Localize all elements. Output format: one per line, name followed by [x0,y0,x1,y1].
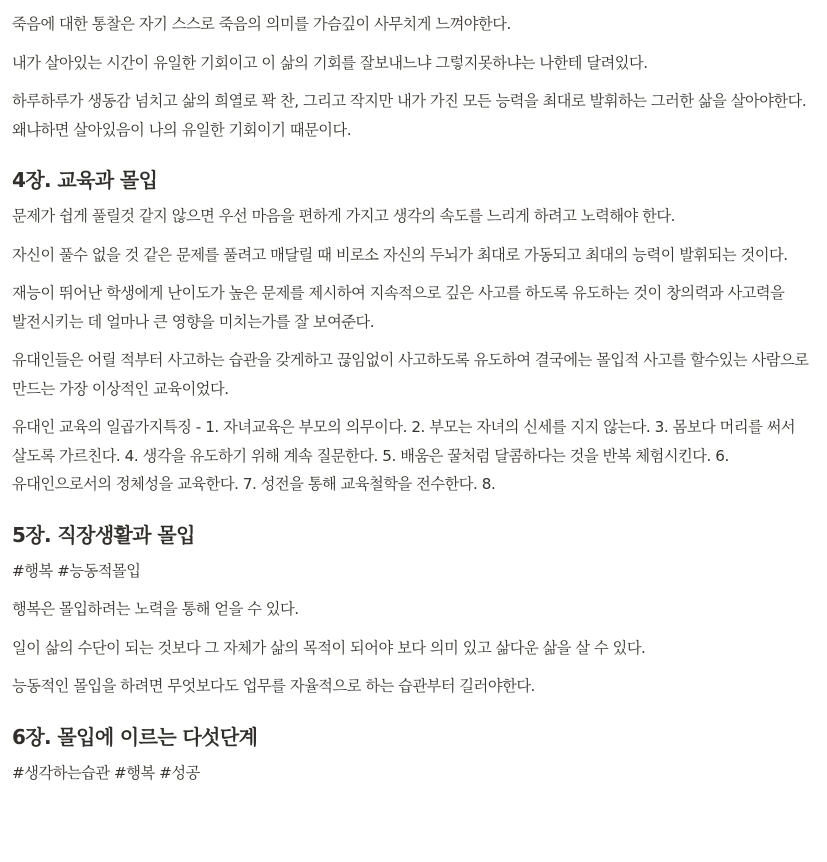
paragraph: 일이 삶의 수단이 되는 것보다 그 자체가 삶의 목적이 되어야 보다 의미 있고 삶다운 삶을 살 수 있다. [12,638,646,657]
paragraph: 자신이 풀수 없을 것 같은 문제를 풀려고 매달릴 때 비로소 자신의 두뇌가 최대로 가동되고 최대의 능력이 발휘되는 것이다. [12,245,788,264]
paragraph: 내가 살아있는 시간이 유일한 기회이고 이 삶의 기회를 잘보내느냐 그렇지못하냐는 나한테 달려있다. [12,53,648,72]
paragraph: 문제가 쉽게 풀릴것 같지 않으면 우선 마음을 편하게 가지고 생각의 속도를 느리게 하려고 노력해야 한다. [12,207,675,225]
paragraph: 하루하루가 생동감 넘치고 삶의 희열로 꽉 찬, 그리고 작지만 내가 가진 모든 능력을 최대로 발휘하는 그러한 삶을 살아야한다. 왜냐하면 살아있음이 나의 유일한 기회이기 때문이다. [12,92,807,139]
paragraph: 행복은 몰입하려는 노력을 통해 얻을 수 있다. [12,600,299,618]
paragraph: 유대인들은 어릴 적부터 사고하는 습관을 갖게하고 끊임없이 사고하도록 유도하여 결국에는 몰입적 사고를 할수있는 사람으로 만드는 가장 이상적인 교육이었다. [12,351,809,398]
paragraph: 능동적인 몰입을 하려면 무엇보다도 업무를 자율적으로 하는 습관부터 길러야한다. [12,677,535,695]
hashtag-line: #행복 #능동적몰입 [12,561,141,580]
hashtag-line: #생각하는습관 #행복 #성공 [12,763,200,782]
chapter-heading: 4장. 교육과 몰입 [12,168,158,192]
chapter-heading: 5장. 직장생활과 몰입 [12,522,195,547]
paragraph: 유대인 교육의 일곱가지특징 - 1. 자녀교육은 부모의 의무이다. 2. 부모는 자녀의 신세를 지지 않는다. 3. 몸보다 머리를 써서 살도록 가르친다. 4. 생각을 유도하기 위해 계속 질문한다. 5. 배움은 꿀처럼 달콤하다는 것을 반복 체험시킨다. 6. 유대인으로서의 정체성을 교육한다. 7. 성전을 통해 교육철학을 전수한다. 8. [12,418,796,493]
paragraph: 재능이 뛰어난 학생에게 난이도가 높은 문제를 제시하여 지속적으로 깊은 사고를 하도록 유도하는 것이 창의력과 사고력을 발전시키는 데 얼마나 큰 영향을 미치는가를 잘 보여준다. [12,284,785,331]
paragraph: 죽음에 대한 통찰은 자기 스스로 죽음의 의미를 가슴깊이 사무치게 느껴야한다. [12,15,511,33]
chapter-heading: 6장. 몰입에 이르는 다섯단계 [12,724,258,749]
